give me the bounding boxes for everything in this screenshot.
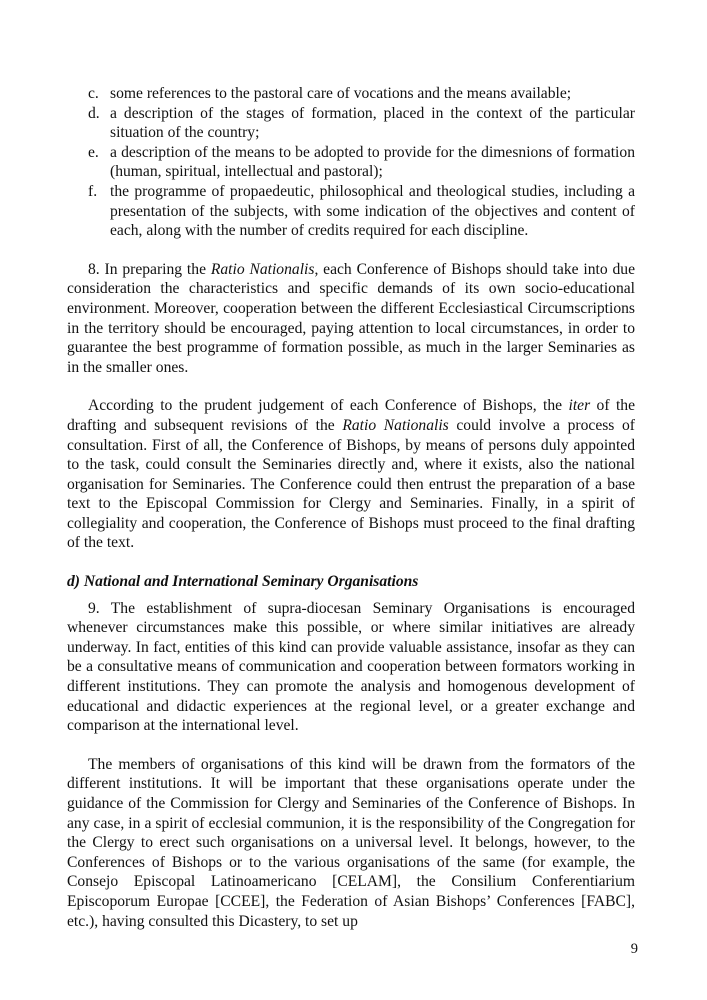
iter-text-3: could involve a process of consultation. First of all, the Conference of Bishops, by means of persons duly appointed to the task, could consult the Seminaries directly and, where it exists, also the national organisation for Seminaries. The Conference could then entrust the preparation of a base text to the Episcopal Commission for Clergy and Seminaries. Finally, in a spirit of collegiality and cooperation, the Conference of Bishops must proceed to the final drafting of the text. bbox=[67, 416, 635, 552]
document-page bbox=[67, 84, 635, 931]
list-item bbox=[67, 182, 635, 241]
list-item bbox=[67, 143, 635, 182]
iter-text-1: According to the prudent judgement of each Conference of Bishops, the bbox=[88, 397, 569, 415]
list-item-text: the programme of propaedeutic, philosophical and theological studies, including a presentation of the subjects, with some indication of the objectives and content of each, along with the number of credits required for each discipline. bbox=[110, 182, 635, 240]
list-marker: e. bbox=[88, 143, 99, 161]
formation-list bbox=[67, 84, 635, 241]
list-marker: f. bbox=[88, 182, 98, 200]
section-heading: d) National and International Seminary Organisations bbox=[67, 573, 419, 591]
list-item-text: some references to the pastoral care of vocations and the means available; bbox=[110, 85, 572, 102]
para8-rest: , each Conference of Bishops should take into due consideration the characteristics and specific demands of its own socio-educational environment. Moreover, cooperation between the different Ecclesiastical Circumscriptions in the territory should be encouraged, paying attention to local circumstances, in order to guarantee the best programme of formation possible, as much in the larger Seminaries as in the smaller ones. bbox=[67, 260, 636, 376]
iter-text-2: of the drafting and subsequent revisions of the bbox=[67, 397, 636, 434]
list-marker: c. bbox=[88, 85, 99, 102]
list-item bbox=[67, 84, 635, 104]
paragraph-9: 9. The establishment of supra-diocesan Seminary Organisations is encouraged whenever circumstances make this possible, or where similar initiatives are already underway. In fact, entities of this kind can provide valuable assistance, insofar as they can be a consultative means of communication and cooperation between formators working in different institutions. They can promote the analysis and homogenous development of educational and didactic experiences at the regional level, or a greater exchange and comparison at the international level. bbox=[67, 599, 635, 735]
list-item-text: a description of the means to be adopted to provide for the dimesnions of formation (human, spiritual, intellectual and pastoral); bbox=[110, 143, 635, 181]
page-number: 9 bbox=[630, 941, 638, 957]
paragraph-iter bbox=[67, 396, 635, 553]
list-marker: d. bbox=[88, 104, 100, 122]
paragraph-8 bbox=[67, 260, 635, 378]
para8-start: 8. In preparing the bbox=[88, 260, 211, 278]
para8-italic: Ratio Nationalis bbox=[210, 260, 315, 278]
iter-italic-1: iter bbox=[568, 397, 591, 415]
list-item-text: a description of the stages of formation, placed in the context of the particular situation of the country; bbox=[110, 104, 635, 142]
iter-italic-2: Ratio Nationalis bbox=[342, 416, 449, 434]
paragraph-members: The members of organisations of this kind will be drawn from the formators of the different institutions. It will be important that these organisations operate under the guidance of the Commission for Clergy and Seminaries of the Conference of Bishops. In any case, in a spirit of ecclesial communion, it is the responsibility of the Congregation for the Clergy to erect such organisations on a universal level. It belongs, however, to the Conferences of Bishops or to the various organisations of the same (for example, the Consejo Episcopal Latinoamericano [CELAM], the Consilium Conferentiarium Episcoporum Europae [CCEE], the Federation of Asian Bishops’ Conferences [FABC], etc.), having consulted this Dicastery, to set up bbox=[67, 755, 635, 930]
list-item bbox=[67, 104, 635, 143]
